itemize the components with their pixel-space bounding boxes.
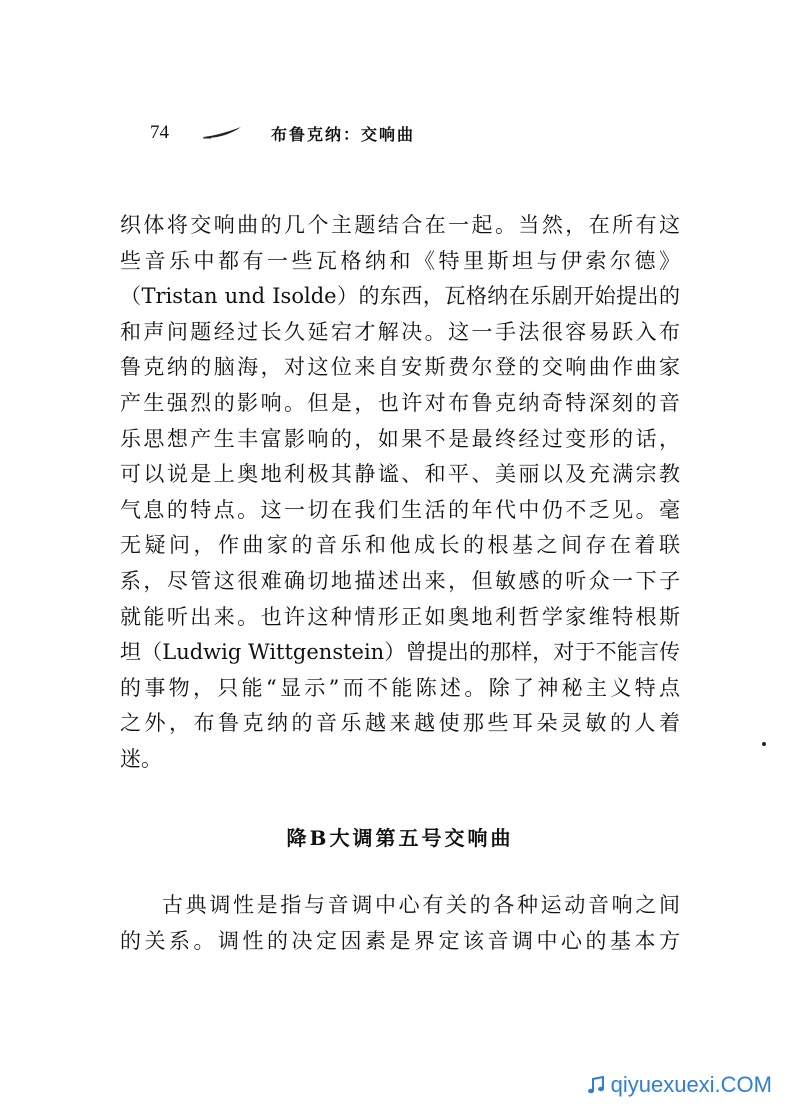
running-title: 布鲁克纳：交响曲	[271, 124, 416, 144]
watermark-text: qiyuexuexi.COM	[610, 1072, 772, 1097]
text-line: 坦（Ludwig Wittgenstein）曾提出的那样，对于不能言传	[120, 640, 680, 665]
text-line: 就能听出来。也许这种情形正如奥地利哲学家维特根斯	[120, 604, 680, 629]
text-line: 的关系。调性的决定因素是界定该音调中心的基本方	[120, 928, 680, 953]
text-line: 系，尽管这很难确切地描述出来，但敏感的听众一下子	[120, 568, 680, 593]
watermark	[585, 1072, 772, 1098]
text-line: 产生强烈的影响。但是，也许对布鲁克纳奇特深刻的音	[120, 390, 680, 415]
text-line: 可以说是上奥地利极其静谧、和平、美丽以及充满宗教	[120, 462, 680, 487]
text-line: 迷。	[120, 746, 162, 771]
text-line: 之外，布鲁克纳的音乐越来越使那些耳朵灵敏的人着	[120, 711, 680, 736]
text-line: 乐思想产生丰富影响的，如果不是最终经过变形的话，	[120, 426, 680, 451]
text-line: 的事物，只能“显示”而不能陈述。除了神秘主义特点	[120, 675, 680, 700]
paragraph-1	[120, 208, 680, 778]
text-line: 和声问题经过长久延宕才解决。这一手法很容易跃入布	[120, 319, 680, 344]
page-header	[150, 118, 415, 148]
paragraph-2	[120, 888, 680, 959]
stray-mark	[762, 742, 766, 746]
quill-ornament-icon	[201, 125, 243, 141]
text-line: 织体将交响曲的几个主题结合在一起。当然，在所有这	[120, 213, 680, 237]
music-note-icon	[585, 1074, 607, 1096]
section-heading: 降B大调第五号交响曲	[286, 826, 514, 850]
text-line: 古典调性是指与音调中心有关的各种运动音响之间	[162, 893, 680, 917]
text-line: 无疑问，作曲家的音乐和他成长的根基之间存在着联	[120, 533, 680, 558]
page-number: 74	[150, 122, 169, 143]
text-line: 些音乐中都有一些瓦格纳和《特里斯坦与伊索尔德》	[120, 248, 680, 273]
text-line: （Tristan und Isolde）的东西，瓦格纳在乐剧开始提出的	[120, 284, 680, 309]
text-line: 气息的特点。这一切在我们生活的年代中仍不乏见。毫	[120, 497, 680, 522]
text-line: 鲁克纳的脑海，对这位来自安斯费尔登的交响曲作曲家	[120, 355, 680, 380]
